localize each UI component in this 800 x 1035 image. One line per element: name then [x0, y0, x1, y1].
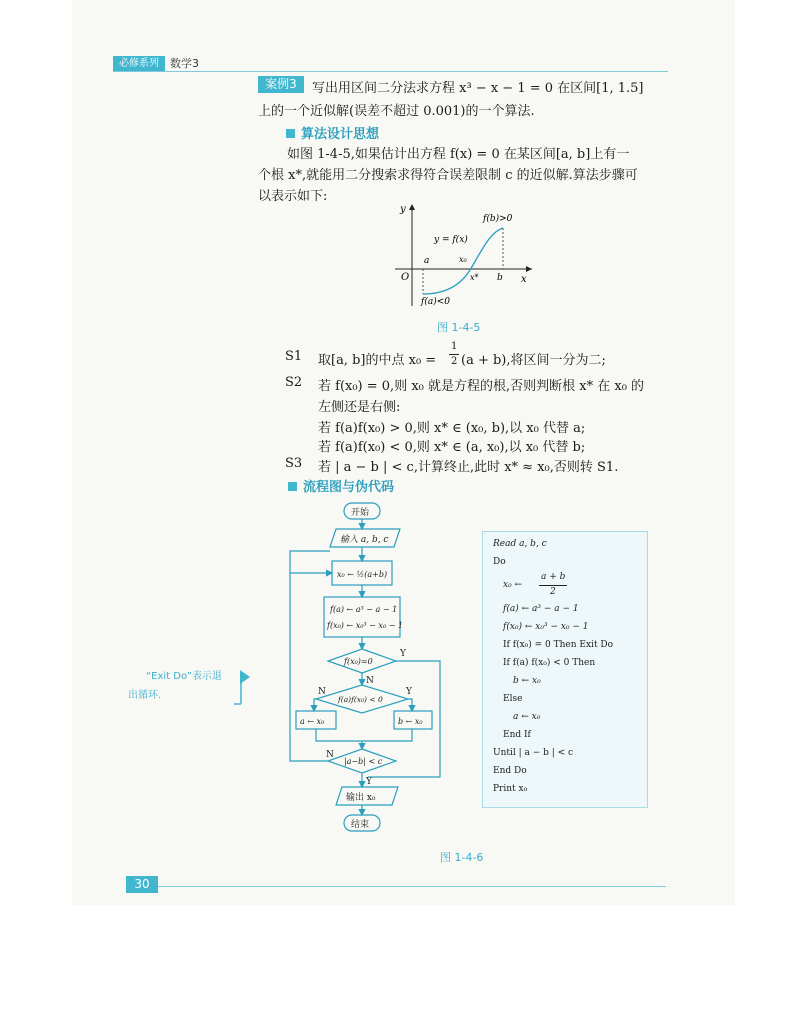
step-s1-text-b: (a + b),将区间一分为二;	[461, 353, 606, 368]
square-bullet-icon	[286, 129, 295, 138]
assign-b-label: b ← x₀	[398, 717, 423, 726]
code-line: Print x₀	[493, 784, 528, 794]
square-bullet-icon	[288, 482, 297, 491]
code-line: b ← x₀	[513, 676, 541, 686]
code-line: Read a, b, c	[493, 539, 547, 549]
series-tag: 必修系列	[113, 56, 165, 71]
evaluate-box	[324, 597, 400, 637]
code-frac-bar	[539, 585, 567, 586]
curve-label: y = f(x)	[434, 235, 468, 245]
step-s1-frac-num: 1	[451, 341, 458, 352]
cond3-label: |a−b| < c	[344, 757, 383, 766]
cond1-no: N	[366, 676, 374, 686]
midpoint-label: x₀ ← ½(a+b)	[337, 570, 388, 579]
side-note-pointer	[232, 668, 254, 708]
code-line: a ← x₀	[513, 712, 541, 722]
code-line: Else	[503, 694, 523, 704]
cond3-no: N	[326, 750, 334, 760]
step-s1-frac-bar	[449, 354, 459, 355]
section-heading-flowchart	[288, 476, 394, 495]
step-s2-line-4: 若 f(a)f(x₀) < 0,则 x* ∈ (a, x₀),以 x₀ 代替 b;	[318, 440, 586, 455]
step-s1-tag: S1	[285, 349, 303, 364]
cond2-label: f(a)f(x₀) < 0	[338, 695, 383, 704]
case-line-1: 写出用区间二分法求方程 x³ − x − 1 = 0 在区间[1, 1.5]	[312, 81, 644, 96]
arrow	[314, 699, 316, 711]
book-title: 数学3	[170, 57, 199, 70]
case-badge: 案例3	[258, 76, 304, 93]
step-s1-text-a: 取[a, b]的中点 x₀ =	[318, 353, 437, 368]
xstar-tick-label: x*	[470, 273, 479, 282]
section-heading-design	[286, 123, 379, 142]
fb-label: f(b)>0	[483, 214, 513, 224]
pseudocode-box	[482, 531, 648, 808]
merge-line-left	[316, 729, 362, 741]
function-graph	[390, 198, 540, 308]
section-heading-flowchart-text: 流程图与伪代码	[303, 480, 395, 495]
x-axis-label: x	[521, 274, 527, 285]
code-frac-num: a + b	[541, 572, 566, 582]
side-note-line-2: 出循环.	[128, 690, 162, 701]
step-s2-line-3: 若 f(a)f(x₀) > 0,则 x* ∈ (x₀, b),以 x₀ 代替 a;	[318, 421, 586, 436]
step-s2-line-1: 若 f(x₀) = 0,则 x₀ 就是方程的根,否则判断根 x* 在 x₀ 的	[318, 379, 645, 394]
start-label: 开始	[351, 508, 370, 518]
code-line: If f(a) f(x₀) < 0 Then	[503, 658, 596, 668]
code-line: End Do	[493, 766, 527, 776]
case-line-2: 上的一个近似解(误差不超过 0.001)的一个算法.	[258, 104, 535, 119]
step-s2-line-2: 左侧还是右侧:	[318, 400, 401, 415]
step-s2-tag: S2	[285, 375, 303, 390]
cond2-no: N	[318, 687, 326, 697]
input-label: 输入 a, b, c	[340, 535, 389, 545]
cond1-yes: Y	[400, 649, 406, 659]
section-heading-design-text: 算法设计思想	[301, 127, 380, 142]
y-axis-label: y	[400, 204, 406, 215]
paragraph-line-3: 以表示如下:	[258, 189, 328, 204]
paragraph-line-1: 如图 1-4-5,如果估计出方程 f(x) = 0 在某区间[a, b]上有一	[287, 147, 630, 162]
output-label: 输出 x₀	[346, 793, 376, 803]
code-frac-den: 2	[550, 587, 556, 597]
code-line: End If	[503, 730, 531, 740]
end-label: 结束	[351, 820, 370, 830]
arrow	[408, 699, 412, 711]
fa-label: f(a)<0	[421, 297, 450, 307]
header-rule	[113, 71, 668, 72]
paragraph-line-2: 个根 x*,就能用二分搜索求得符合误差限制 c 的近似解.算法步骤可	[258, 168, 638, 183]
code-line: Until | a − b | < c	[493, 748, 574, 758]
fa-assign-label: f(a) ← a³ − a − 1	[330, 605, 398, 614]
code-line: f(a) ← a³ − a − 1	[503, 604, 579, 614]
y-axis-arrow-icon	[409, 204, 415, 210]
step-s3-line-1: 若 | a − b | < c,计算终止,此时 x* ≈ x₀,否则转 S1.	[318, 460, 619, 475]
side-note-line-1: “Exit Do”表示退	[146, 671, 222, 682]
figure-caption-2: 图 1-4-6	[440, 851, 484, 864]
cond1-label: f(x₀)=0	[344, 657, 373, 666]
code-line: x₀ ←	[503, 580, 523, 590]
a-tick-label: a	[424, 256, 430, 266]
pointer-arrow-icon	[240, 670, 250, 684]
figure-caption-1: 图 1-4-5	[437, 321, 481, 334]
b-tick-label: b	[497, 273, 503, 283]
step-s1-frac-den: 2	[451, 356, 458, 367]
x0-tick-label: x₀	[459, 255, 467, 264]
code-line: Do	[493, 557, 506, 567]
flowchart	[280, 495, 480, 840]
x-axis-arrow-icon	[526, 266, 532, 272]
origin-label: O	[401, 272, 410, 283]
cond3-yes: Y	[366, 777, 372, 787]
cond2-yes: Y	[406, 687, 412, 697]
merge-line-right	[362, 729, 412, 741]
code-line: f(x₀) ← x₀³ − x₀ − 1	[503, 622, 589, 632]
footer-rule	[158, 886, 666, 887]
page-number: 30	[126, 876, 158, 893]
step-s3-tag: S3	[285, 456, 303, 471]
code-line: If f(x₀) = 0 Then Exit Do	[503, 640, 614, 650]
fx0-assign-label: f(x₀) ← x₀³ − x₀ − 1	[327, 621, 404, 630]
assign-a-label: a ← x₀	[300, 717, 325, 726]
